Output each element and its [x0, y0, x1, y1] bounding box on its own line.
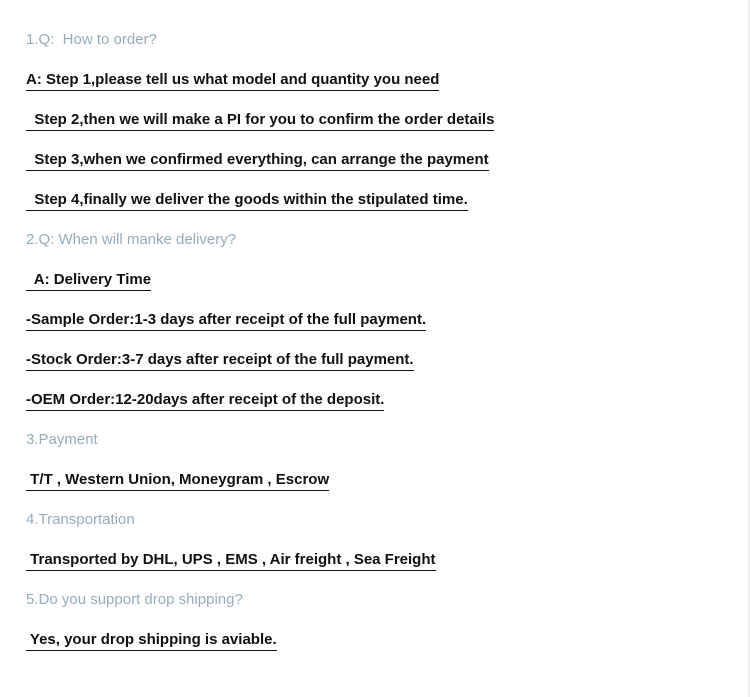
answer-step-4: Step 4,finally we deliver the goods within the stipulated time.: [26, 191, 468, 211]
heading-transportation: 4.Transportation: [26, 511, 135, 528]
heading-payment: 3.Payment: [26, 431, 98, 448]
question-drop-shipping: 5.Do you support drop shipping?: [26, 591, 243, 608]
answer-transportation: Transported by DHL, UPS , EMS , Air freight , Sea Freight: [26, 551, 436, 571]
answer-step-2: Step 2,then we will make a PI for you to confirm the order details: [26, 111, 494, 131]
answer-delivery-time: A: Delivery Time: [26, 271, 151, 291]
answer-step-3: Step 3,when we confirmed everything, can arrange the payment: [26, 151, 489, 171]
question-delivery: 2.Q: When will manke delivery?: [26, 231, 237, 248]
answer-stock-order: -Stock Order:3-7 days after receipt of the full payment.: [26, 351, 414, 371]
question-how-to-order: 1.Q: How to order?: [26, 31, 157, 48]
answer-payment-methods: T/T , Western Union, Moneygram , Escrow: [26, 471, 329, 491]
answer-oem-order: -OEM Order:12-20days after receipt of the deposit.: [26, 391, 384, 411]
answer-sample-order: -Sample Order:1-3 days after receipt of the full payment.: [26, 311, 426, 331]
answer-step-1: A: Step 1,please tell us what model and quantity you need: [26, 71, 439, 91]
answer-drop-shipping: Yes, your drop shipping is aviable.: [26, 631, 277, 651]
